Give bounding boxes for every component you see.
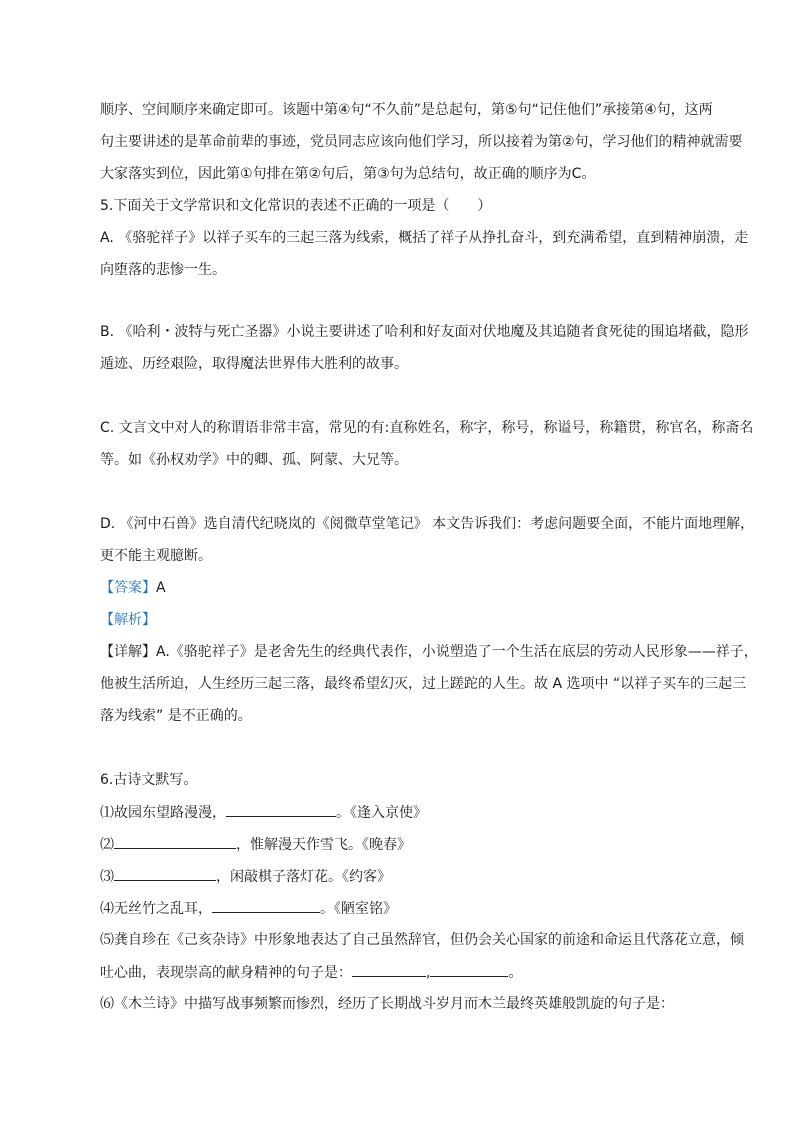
detail-text: A.《骆驼祥子》是老舍先生的经典代表作，小说塑造了一个生活在底层的劳动人民形象——祥子， <box>156 644 758 660</box>
detail-line-2: 他被生活所迫，人生经历三起三落，最终希望幻灭，过上蹉跎的人生。故 A 选项中 “以祥子买车的三起三 <box>100 676 747 692</box>
option-c-line-2: 等。如《孙权劝学》中的卿、孤、阿蒙、大兄等。 <box>100 452 408 468</box>
answer-blank[interactable] <box>352 962 426 977</box>
fill-item-4: ⑷无丝竹之乱耳， 。《陋室铭》 <box>100 898 397 919</box>
detail-tag: 【详解】 <box>100 644 156 660</box>
fill-item-5-line-2: 吐心曲，表现崇高的献身精神的句子是： , 。 <box>100 962 522 983</box>
option-b-line-1: B. 《哈利・波特与死亡圣器》小说主要讲述了哈利和好友面对伏地魔及其追随者食死徒的围追堵截，隐形 <box>100 324 749 340</box>
analysis-line <box>100 610 156 630</box>
option-d-line-2: 更不能主观臆断。 <box>100 548 212 564</box>
fill-item-2: ⑵ ，惟解漫天作雪飞。《晚春》 <box>100 834 411 855</box>
paragraph-line: 句主要讲述的是革命前辈的事迹，党员同志应该向他们学习，所以接着为第②句，学习他们的精神就需要 <box>100 134 743 150</box>
fill-item-6: ⑹《木兰诗》中描写战事频繁而惨烈，经历了长期战斗岁月而木兰最终英雄般凯旋的句子是： <box>100 996 674 1012</box>
paragraph-line: 顺序、空间顺序来确定即可。该题中第④句“不久前”是总起句，第⑤句“记住他们”承接第④句，这两 <box>100 102 713 118</box>
answer-blank[interactable] <box>114 834 236 849</box>
answer-blank[interactable] <box>430 962 508 977</box>
answer-blank[interactable] <box>114 866 216 881</box>
paragraph-line: 大家落实到位，因此第①句排在第②句后，第③句为总结句，故正确的顺序为C。 <box>100 166 596 182</box>
fill-item-1: ⑴故园东望路漫漫， 。《逢入京使》 <box>100 802 427 823</box>
question-5-stem: 5.下面关于文学常识和文化常识的表述不正确的一项是（ ） <box>100 198 492 214</box>
answer-value: A <box>156 580 166 596</box>
detail-line-3: 落为线索” 是不正确的。 <box>100 708 252 724</box>
option-a-line-1: A. 《骆驼祥子》以祥子买车的三起三落为线索，概括了祥子从挣扎奋斗，到充满希望，直到精神崩溃，走 <box>100 230 749 246</box>
answer-line <box>100 578 166 598</box>
answer-blank[interactable] <box>212 898 320 913</box>
option-a-line-2: 向堕落的悲惨一生。 <box>100 262 226 278</box>
detail-line-1 <box>100 642 758 662</box>
question-6-stem: 6.古诗文默写。 <box>100 772 198 788</box>
fill-item-5-line-1: ⑸龚自珍在《己亥杂诗》中形象地表达了自己虽然辞官，但仍会关心国家的前途和命运且代落花立意，倾 <box>100 932 744 948</box>
option-c-line-1: C. 文言文中对人的称谓语非常丰富，常见的有:直称姓名，称字，称号，称谥号，称籍贯，称官名，称斋名 <box>100 420 754 436</box>
answer-blank[interactable] <box>226 802 336 817</box>
option-d-line-1: D. 《河中石兽》选自清代纪晓岚的《阅微草堂笔记》 本文告诉我们：考虑问题要全面，不能片面地理解， <box>100 516 755 532</box>
analysis-tag: 【解析】 <box>100 612 156 628</box>
fill-item-3: ⑶ ，闲敲棋子落灯花。《约客》 <box>100 866 391 887</box>
option-b-line-2: 遁迹、历经艰险，取得魔法世界伟大胜利的故事。 <box>100 356 408 372</box>
answer-tag: 【答案】 <box>100 580 156 596</box>
